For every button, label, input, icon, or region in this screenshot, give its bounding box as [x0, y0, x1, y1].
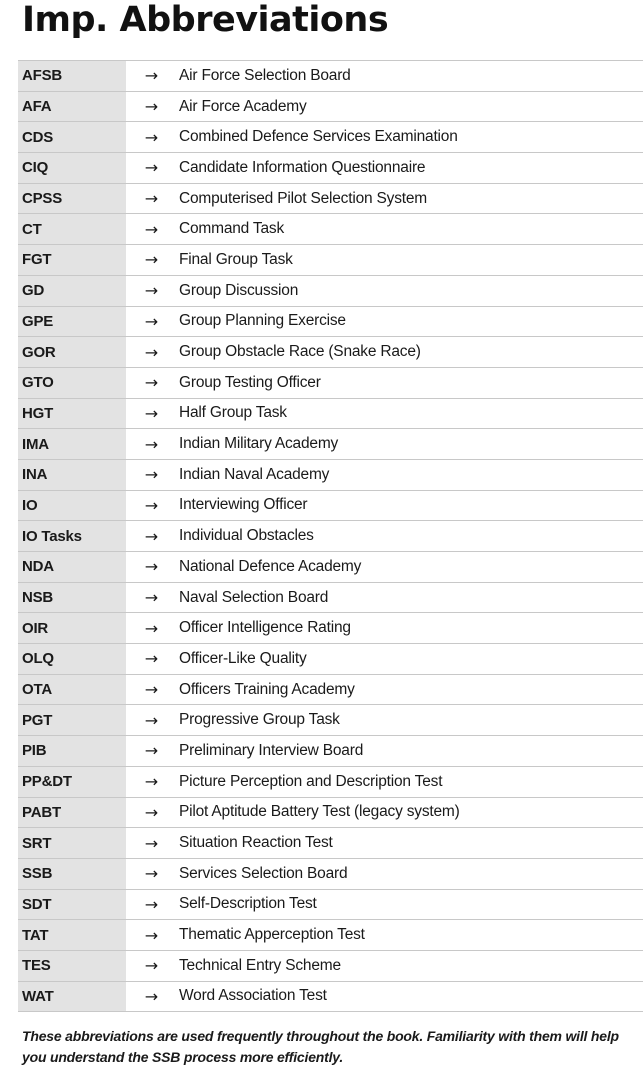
abbreviation-meaning: Services Selection Board	[179, 864, 348, 882]
abbreviation-code: IO Tasks	[18, 521, 126, 551]
abbreviation-code: NSB	[18, 583, 126, 613]
abbreviation-code: TES	[18, 951, 126, 981]
abbreviation-code: OLQ	[18, 644, 126, 674]
table-row	[18, 337, 643, 368]
table-row	[18, 399, 643, 430]
abbreviation-code: SRT	[18, 828, 126, 858]
abbreviation-code: CT	[18, 214, 126, 244]
abbreviation-meaning: Group Planning Exercise	[179, 312, 346, 330]
abbreviation-code: IMA	[18, 429, 126, 459]
abbreviation-meaning: Technical Entry Scheme	[179, 956, 341, 974]
table-row	[18, 644, 643, 675]
arrow-right-icon: →	[144, 66, 159, 86]
abbreviation-meaning: Officers Training Academy	[179, 680, 355, 698]
arrow-right-icon: →	[144, 281, 159, 301]
table-row	[18, 552, 643, 583]
abbreviation-code: CDS	[18, 122, 126, 152]
arrow-right-icon: →	[144, 127, 159, 147]
abbreviation-meaning: Group Discussion	[179, 281, 299, 299]
arrow-right-icon: →	[144, 342, 159, 362]
arrow-right-icon: →	[144, 680, 159, 700]
abbreviation-code: GOR	[18, 337, 126, 367]
abbreviation-meaning: Command Task	[179, 220, 284, 238]
arrow-right-icon: →	[144, 986, 159, 1006]
table-row	[18, 675, 643, 706]
arrow-right-icon: →	[144, 710, 159, 730]
abbreviation-code: GD	[18, 276, 126, 306]
abbreviation-code: AFA	[18, 92, 126, 122]
table-row	[18, 736, 643, 767]
table-row	[18, 276, 643, 307]
table-row	[18, 828, 643, 859]
table-row	[18, 767, 643, 798]
arrow-right-icon: →	[144, 864, 159, 884]
abbreviation-meaning: Naval Selection Board	[179, 588, 329, 606]
abbreviation-meaning: Half Group Task	[179, 404, 287, 422]
arrow-right-icon: →	[144, 434, 159, 454]
table-row	[18, 951, 643, 982]
table-row	[18, 460, 643, 491]
abbreviation-code: PABT	[18, 798, 126, 828]
abbreviations-table	[18, 60, 643, 1012]
abbreviation-meaning: Interviewing Officer	[179, 496, 308, 514]
abbreviation-code: OIR	[18, 613, 126, 643]
arrow-right-icon: →	[144, 833, 159, 853]
table-row	[18, 613, 643, 644]
footer-note: These abbreviations are used frequently throughout the book. Familiarity with them will help you understand the SSB process more efficiently.	[22, 1028, 619, 1065]
abbreviation-meaning: Final Group Task	[179, 250, 293, 268]
table-row	[18, 429, 643, 460]
abbreviation-code: PIB	[18, 736, 126, 766]
table-row	[18, 245, 643, 276]
abbreviation-code: OTA	[18, 675, 126, 705]
abbreviation-meaning: Preliminary Interview Board	[179, 741, 364, 759]
table-row	[18, 920, 643, 951]
abbreviation-meaning: Picture Perception and Description Test	[179, 772, 443, 790]
abbreviation-meaning: Computerised Pilot Selection System	[179, 189, 428, 207]
abbreviation-meaning: Combined Defence Services Examination	[179, 128, 458, 146]
abbreviation-code: AFSB	[18, 61, 126, 91]
arrow-right-icon: →	[144, 925, 159, 945]
arrow-right-icon: →	[144, 373, 159, 393]
abbreviation-code: WAT	[18, 982, 126, 1012]
abbreviation-meaning: Indian Military Academy	[179, 435, 339, 453]
abbreviation-code: SDT	[18, 890, 126, 920]
arrow-right-icon: →	[144, 97, 159, 117]
arrow-right-icon: →	[144, 158, 159, 178]
abbreviation-code: GPE	[18, 307, 126, 337]
arrow-right-icon: →	[144, 403, 159, 423]
abbreviation-code: CPSS	[18, 184, 126, 214]
abbreviation-code: PP&DT	[18, 767, 126, 797]
abbreviation-meaning: Thematic Apperception Test	[179, 926, 365, 944]
arrow-right-icon: →	[144, 189, 159, 209]
abbreviation-meaning: Group Obstacle Race (Snake Race)	[179, 343, 421, 361]
abbreviation-meaning: Officer-Like Quality	[179, 649, 307, 667]
abbreviation-meaning: Group Testing Officer	[179, 373, 321, 391]
table-row	[18, 214, 643, 245]
arrow-right-icon: →	[144, 956, 159, 976]
arrow-right-icon: →	[144, 772, 159, 792]
arrow-right-icon: →	[144, 465, 159, 485]
abbreviation-meaning: National Defence Academy	[179, 557, 362, 575]
table-row	[18, 859, 643, 890]
arrow-right-icon: →	[144, 557, 159, 577]
page-title: Imp. Abbreviations	[22, 0, 389, 40]
abbreviation-code: INA	[18, 460, 126, 490]
table-row	[18, 583, 643, 614]
abbreviation-code: NDA	[18, 552, 126, 582]
abbreviation-meaning: Progressive Group Task	[179, 711, 340, 729]
arrow-right-icon: →	[144, 250, 159, 270]
abbreviation-code: TAT	[18, 920, 126, 950]
abbreviation-meaning: Self-Description Test	[179, 895, 317, 913]
abbreviation-meaning: Individual Obstacles	[179, 527, 314, 545]
abbreviation-code: SSB	[18, 859, 126, 889]
abbreviation-code: GTO	[18, 368, 126, 398]
abbreviation-code: PGT	[18, 705, 126, 735]
table-row	[18, 184, 643, 215]
table-row	[18, 368, 643, 399]
table-row	[18, 705, 643, 736]
arrow-right-icon: →	[144, 311, 159, 331]
arrow-right-icon: →	[144, 741, 159, 761]
table-row	[18, 92, 643, 123]
abbreviation-code: FGT	[18, 245, 126, 275]
abbreviation-meaning: Pilot Aptitude Battery Test (legacy system)	[179, 803, 460, 821]
abbreviation-code: HGT	[18, 399, 126, 429]
arrow-right-icon: →	[144, 894, 159, 914]
arrow-right-icon: →	[144, 526, 159, 546]
abbreviation-code: IO	[18, 491, 126, 521]
table-row	[18, 61, 643, 92]
table-row	[18, 307, 643, 338]
table-row	[18, 491, 643, 522]
abbreviation-meaning: Word Association Test	[179, 987, 327, 1005]
abbreviation-meaning: Candidate Information Questionnaire	[179, 158, 426, 176]
table-row	[18, 798, 643, 829]
abbreviation-code: CIQ	[18, 153, 126, 183]
table-row	[18, 122, 643, 153]
table-row	[18, 153, 643, 184]
arrow-right-icon: →	[144, 588, 159, 608]
table-row	[18, 890, 643, 921]
abbreviation-meaning: Indian Naval Academy	[179, 465, 330, 483]
arrow-right-icon: →	[144, 649, 159, 669]
table-row	[18, 982, 643, 1013]
table-row	[18, 521, 643, 552]
abbreviation-meaning: Officer Intelligence Rating	[179, 619, 351, 637]
arrow-right-icon: →	[144, 618, 159, 638]
abbreviation-meaning: Air Force Selection Board	[179, 66, 351, 84]
arrow-right-icon: →	[144, 495, 159, 515]
abbreviation-meaning: Air Force Academy	[179, 97, 307, 115]
arrow-right-icon: →	[144, 219, 159, 239]
arrow-right-icon: →	[144, 802, 159, 822]
abbreviation-meaning: Situation Reaction Test	[179, 834, 333, 852]
